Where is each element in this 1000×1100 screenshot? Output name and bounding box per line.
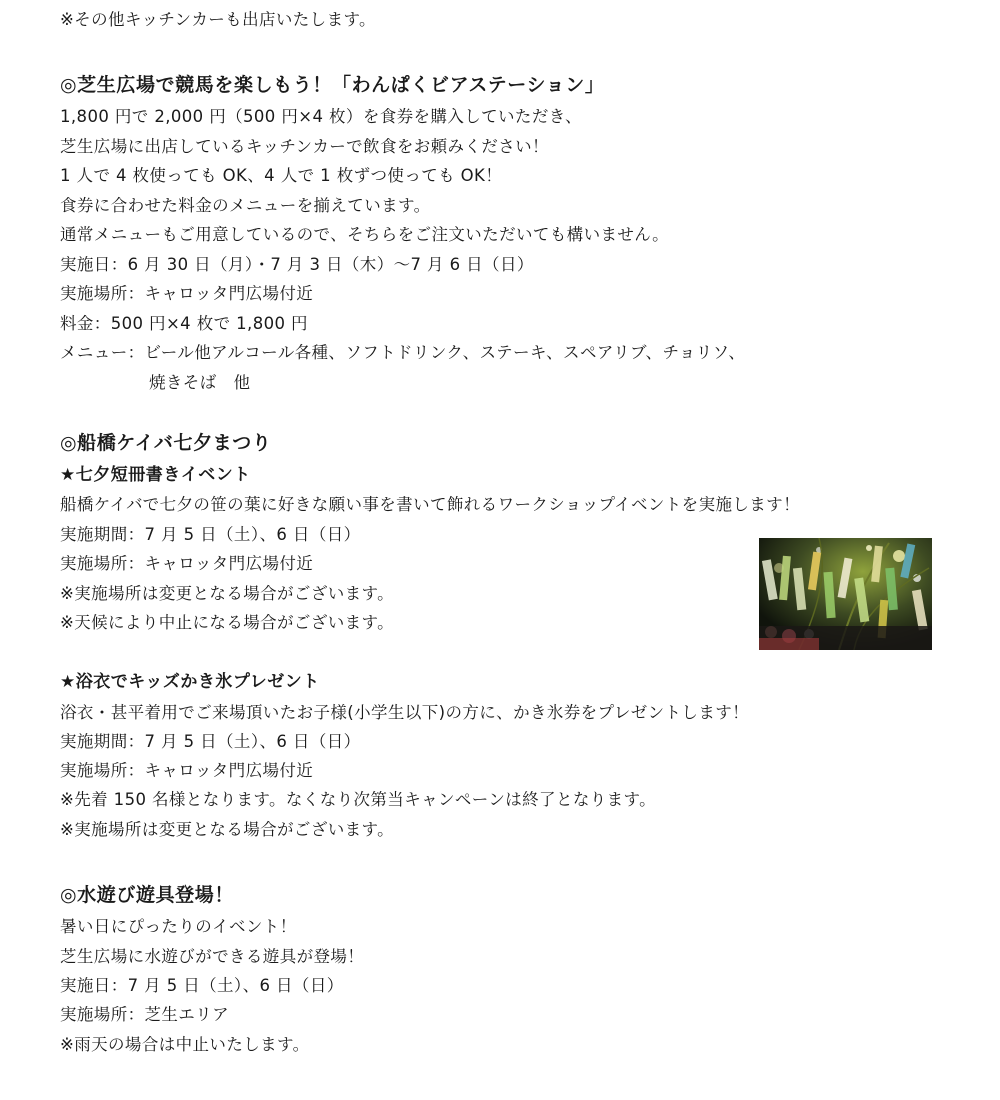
beer-station-date: 実施日：6 月 30 日（月）・7 月 3 日（木）～7 月 6 日（日） [60,255,534,274]
water-play-venue: 実施場所：芝生エリア [60,1005,229,1024]
water-play-heading: ◎水遊び遊具登場！ [60,884,234,906]
water-play-line: 芝生広場に水遊びができる遊具が登場！ [60,947,365,966]
tanzaku-note: ※実施場所は変更となる場合がございます。 [60,584,395,603]
beer-station-line: 食券に合わせた料金のメニューを揃えています。 [60,196,431,215]
beer-station-menu: メニュー：ビール他アルコール各種、ソフトドリンク、ステーキ、スペアリブ、チョリソ、 [60,343,746,362]
beer-station-menu-continued: 焼きそば 他 [149,373,251,392]
water-play-note: ※雨天の場合は中止いたします。 [60,1035,310,1054]
intro-note: ※その他キッチンカーも出店いたします。 [60,10,376,29]
beer-station-line: 1,800 円で 2,000 円（500 円×4 枚）を食券を購入していただき、 [60,107,582,126]
beer-station-line: 芝生広場に出店しているキッチンカーで飲食をお頼みください！ [60,137,549,156]
yukata-note: ※先着 150 名様となります。なくなり次第当キャンペーンは終了となります。 [60,790,657,809]
beer-station-heading: ◎芝生広場で競馬を楽しもう！「わんぱくビアステーション」 [60,74,605,96]
tanzaku-subheading: ★七夕短冊書きイベント [60,465,251,485]
yukata-period: 実施期間：7 月 5 日（土）、6 日（日） [60,732,361,751]
yukata-line: 浴衣・甚平着用でご来場頂いたお子様(小学生以下)の方に、かき氷券をプレゼントします！ [60,703,750,722]
beer-station-venue: 実施場所：キャロッタ門広場付近 [60,284,314,303]
beer-station-price: 料金：500 円×4 枚で 1,800 円 [60,314,308,333]
tanzaku-period: 実施期間：7 月 5 日（土）、6 日（日） [60,525,361,544]
water-play-date: 実施日：7 月 5 日（土）、6 日（日） [60,976,344,995]
tanzaku-note: ※天候により中止になる場合がございます。 [60,613,395,632]
beer-station-line: 通常メニューもご用意しているので、そちらをご注文いただいても構いません。 [60,225,670,244]
yukata-subheading: ★浴衣でキッズかき氷プレゼント [60,672,320,692]
tanabata-decorations-photo [759,538,932,650]
yukata-venue: 実施場所：キャロッタ門広場付近 [60,761,314,780]
tanzaku-venue: 実施場所：キャロッタ門広場付近 [60,554,314,573]
tanzaku-line: 船橋ケイバで七夕の笹の葉に好きな願い事を書いて飾れるワークショップイベントを実施します！ [60,495,800,514]
tanabata-heading: ◎船橋ケイバ七夕まつり [60,432,272,454]
water-play-line: 暑い日にぴったりのイベント！ [60,917,297,936]
yukata-note: ※実施場所は変更となる場合がございます。 [60,820,395,839]
beer-station-line: 1 人で 4 枚使っても OK、4 人で 1 枚ずつ使っても OK！ [60,166,503,185]
